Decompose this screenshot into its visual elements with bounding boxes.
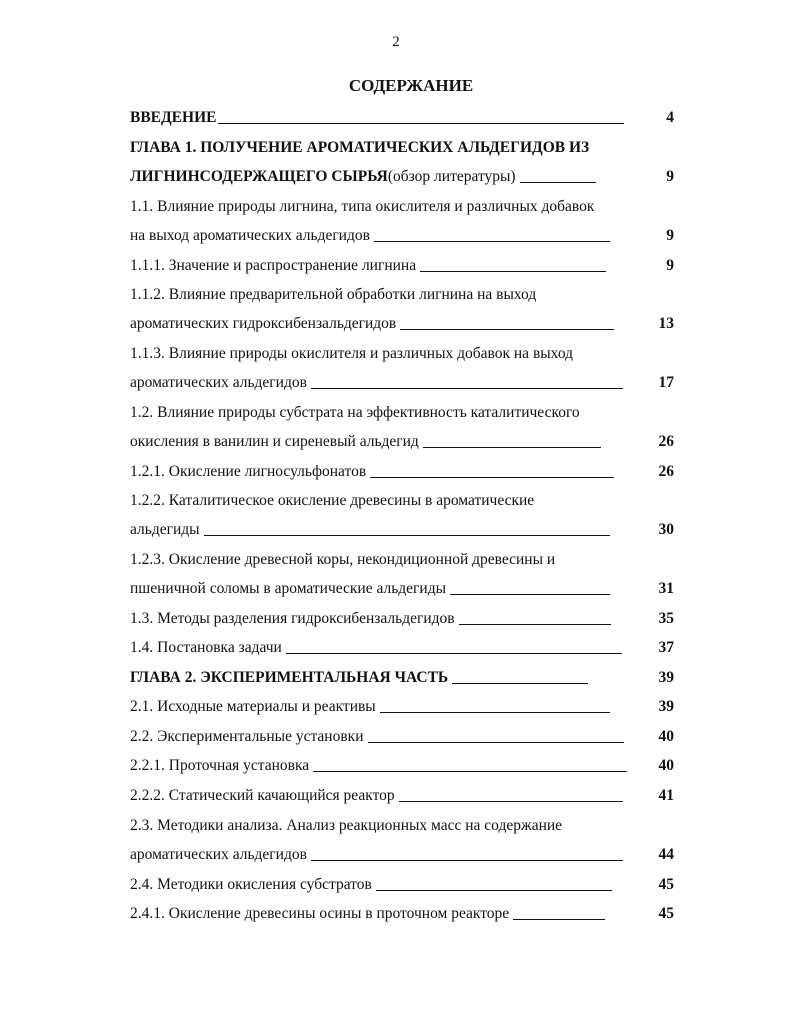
leader-line bbox=[380, 698, 610, 713]
toc-entry-text: 2.2.2. Статический качающийся реактор bbox=[130, 787, 395, 804]
toc-entry-chapter1[interactable] bbox=[130, 162, 674, 191]
toc-entry-text: 1.1.1. Значение и распространение лигнина bbox=[130, 257, 417, 274]
toc-entry-chapter2[interactable] bbox=[130, 663, 674, 692]
toc-entry-2-4[interactable] bbox=[130, 870, 674, 899]
toc-entry-page: 39 bbox=[658, 669, 674, 686]
toc-entry-text: альдегиды bbox=[130, 521, 200, 538]
toc-1-2-line1: 1.2. Влияние природы субстрата на эффективность каталитического bbox=[130, 404, 580, 421]
toc-entry-text: 2.2. Экспериментальные установки bbox=[130, 728, 364, 745]
toc-1-1-line1: 1.1. Влияние природы лигнина, типа окислителя и различных добавок bbox=[130, 198, 595, 215]
toc-entry-page: 13 bbox=[658, 315, 674, 332]
toc-entry-text: ГЛАВА 2. ЭКСПЕРИМЕНТАЛЬНАЯ ЧАСТЬ bbox=[130, 669, 449, 686]
leader-line bbox=[204, 521, 610, 536]
leader-line bbox=[400, 315, 614, 330]
toc-entry-text: 1.2.1. Окисление лигносульфонатов bbox=[130, 463, 367, 480]
toc-entry-1-2-3[interactable] bbox=[130, 574, 674, 603]
toc-entry-page: 30 bbox=[658, 521, 674, 538]
toc-entry-1-2[interactable] bbox=[130, 427, 674, 456]
toc-1-1-3-line1: 1.1.3. Влияние природы окислителя и различных добавок на выход bbox=[130, 345, 574, 362]
toc-entry-text: 2.1. Исходные материалы и реактивы bbox=[130, 698, 376, 715]
toc-entry-text: 1.3. Методы разделения гидроксибензальдегидов bbox=[130, 610, 455, 627]
toc-entry-page: 37 bbox=[658, 639, 674, 656]
toc-entry-2-2[interactable] bbox=[130, 722, 674, 751]
toc-entry-1-3[interactable] bbox=[130, 604, 674, 633]
toc-entry-2-3[interactable] bbox=[130, 840, 674, 869]
toc-entry-subtext: (обзор литературы) bbox=[387, 168, 516, 185]
toc-entry-page: 26 bbox=[658, 433, 674, 450]
toc-entry-text: ароматических альдегидов bbox=[130, 374, 307, 391]
leader-line bbox=[459, 610, 611, 625]
leader-line bbox=[368, 728, 624, 743]
toc-entry-page: 40 bbox=[658, 757, 674, 774]
toc-entry-text: пшеничной соломы в ароматические альдегиды bbox=[130, 580, 447, 597]
toc-2-3-line1: 2.3. Методики анализа. Анализ реакционных масс на содержание bbox=[130, 817, 563, 834]
toc-chapter1-line1: ГЛАВА 1. ПОЛУЧЕНИЕ АРОМАТИЧЕСКИХ АЛЬДЕГИДОВ ИЗ bbox=[130, 139, 590, 156]
toc-entry-page: 40 bbox=[658, 728, 674, 745]
toc-entry-2-4-1[interactable] bbox=[130, 899, 674, 928]
toc-entry-1-1[interactable] bbox=[130, 221, 674, 250]
toc-entry-text: 2.2.1. Проточная установка bbox=[130, 757, 310, 774]
leader-line bbox=[370, 463, 614, 478]
toc-entry-text: на выход ароматических альдегидов bbox=[130, 227, 370, 244]
toc-entry-2-1[interactable] bbox=[130, 692, 674, 721]
toc-1-2-2-line1: 1.2.2. Каталитическое окисление древесины в ароматические bbox=[130, 492, 535, 509]
toc-entry-page: 45 bbox=[658, 876, 674, 893]
toc-1-1-2-line1: 1.1.2. Влияние предварительной обработки лигнина на выход bbox=[130, 286, 537, 303]
toc-entry-2-2-2[interactable] bbox=[130, 781, 674, 810]
leader-line bbox=[218, 109, 624, 124]
leader-line bbox=[286, 639, 622, 654]
toc-entry-page: 44 bbox=[658, 846, 674, 863]
leader-line bbox=[423, 433, 601, 448]
toc-entry-2-2-1[interactable] bbox=[130, 751, 674, 780]
leader-line bbox=[450, 580, 610, 595]
leader-line bbox=[376, 876, 612, 891]
toc-entry-page: 39 bbox=[658, 698, 674, 715]
page-number: 2 bbox=[392, 34, 400, 50]
toc-entry-1-2-2[interactable] bbox=[130, 515, 674, 544]
toc-entry-text: 2.4. Методики окисления субстратов bbox=[130, 876, 372, 893]
toc-entry-1-1-2[interactable] bbox=[130, 309, 674, 338]
leader-line bbox=[420, 257, 606, 272]
toc-entry-1-1-3[interactable] bbox=[130, 368, 674, 397]
toc-entry-1-4[interactable] bbox=[130, 633, 674, 662]
toc-entry-text: 2.4.1. Окисление древесины осины в проточном реакторе bbox=[130, 905, 510, 922]
toc-entry-text: ЛИГНИНСОДЕРЖАЩЕГО СЫРЬЯ bbox=[130, 168, 388, 185]
leader-line bbox=[311, 374, 623, 389]
toc-entry-page: 31 bbox=[658, 580, 674, 597]
toc-entry-text: окисления в ванилин и сиреневый альдегид bbox=[130, 433, 419, 450]
toc-entry-page: 35 bbox=[658, 610, 674, 627]
leader-line bbox=[399, 787, 623, 802]
toc-entry-1-1-1[interactable] bbox=[130, 251, 674, 280]
toc-entry-page: 9 bbox=[666, 227, 674, 244]
toc-entry-text: ароматических альдегидов bbox=[130, 846, 307, 863]
toc-entry-text: ВВЕДЕНИЕ bbox=[130, 109, 217, 126]
leader-line bbox=[313, 757, 627, 772]
leader-line bbox=[311, 846, 623, 861]
toc-entry-page: 4 bbox=[666, 109, 674, 126]
toc-entry-page: 41 bbox=[658, 787, 674, 804]
leader-line bbox=[452, 669, 588, 684]
toc-entry-introduction[interactable] bbox=[130, 103, 674, 132]
toc-entry-1-2-1[interactable] bbox=[130, 457, 674, 486]
leader-line bbox=[374, 227, 610, 242]
leader-line bbox=[520, 168, 596, 183]
leader-line bbox=[513, 905, 605, 920]
toc-entry-page: 45 bbox=[658, 905, 674, 922]
toc-entry-text: ароматических гидроксибензальдегидов bbox=[130, 315, 397, 332]
toc-title: СОДЕРЖАНИЕ bbox=[348, 76, 474, 95]
toc-entry-text: 1.4. Постановка задачи bbox=[130, 639, 282, 656]
toc-entry-page: 9 bbox=[666, 168, 674, 185]
toc-entry-page: 9 bbox=[666, 257, 674, 274]
toc-1-2-3-line1: 1.2.3. Окисление древесной коры, некондиционной древесины и bbox=[130, 551, 556, 568]
toc-entry-page: 26 bbox=[658, 463, 674, 480]
toc-entry-page: 17 bbox=[658, 374, 674, 391]
